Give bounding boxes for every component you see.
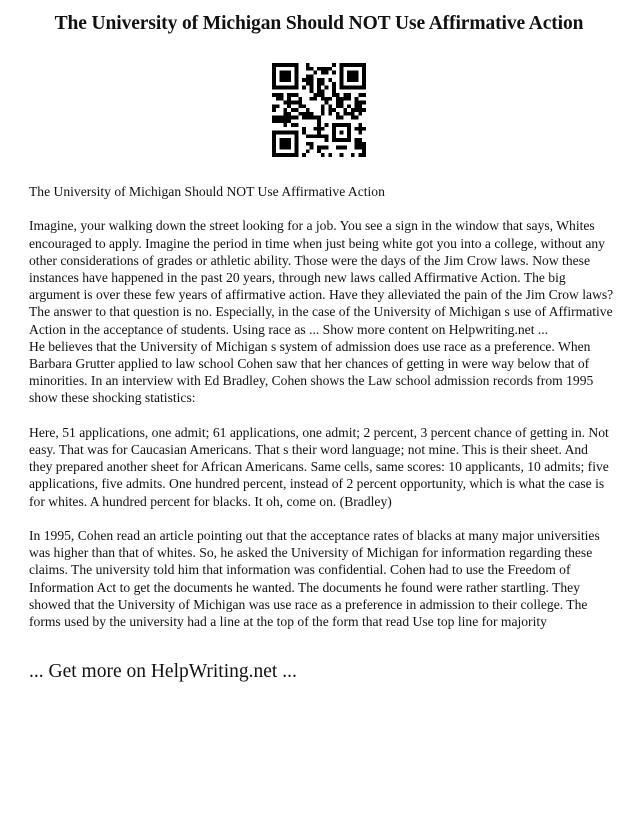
document-body [29,183,614,630]
paragraph-3: Here, 51 applications, one admit; 61 applications, one admit; 2 percent, 3 percent chance of getting in. Not easy. That was for Caucasian Americans. That s their word language; not mine. This is their sheet. And they prepared another sheet for African Americans. Same cells, same scores: 10 applicants, 10 admits; five applications, five admits. One hundred percent, instead of 2 percent opportunity, which is what the case is for whites. A hundred percent for blacks. It oh, come on. (Bradley) [29,424,609,509]
paragraph-2: He believes that the University of Michigan s system of admission does use race as a preference. When Barbara Grutter applied to law school Cohen saw that her chances of getting in were way below that of minorities. In an interview with Ed Bradley, Cohen shows the Law school admission records from 1995 show these shocking statistics: [29,338,594,406]
get-more-link[interactable]: ... Get more on HelpWriting.net ... [29,661,297,682]
document-subtitle: The University of Michigan Should NOT Use Affirmative Action [29,184,385,199]
paragraph-4: In 1995, Cohen read an article pointing out that the acceptance rates of blacks at many major universities was higher than that of whites. So, he asked the University of Michigan for information regarding these claims. The university told him that information was confidential. Cohen had to use the Freedom of Information Act to get the documents he wanted. The documents he found were rather startling. They showed that the University of Michigan was use race as a preference in admission to their college. The forms used by the university had a line at the top of the form that read Use top line for majority [29,528,600,630]
qr-code [272,63,366,157]
paragraph-1: Imagine, your walking down the street looking for a job. You see a sign in the window that says, Whites encouraged to apply. Imagine the period in time when just being white got you into a college, without any other considerations of grades or athletic ability. Those were the days of the Jim Crow laws. Now these instances have happened in the past 20 years, through new laws called Affirmative Action. The big argument is over these few years of affirmative action. Have they alleviated the pain of the Jim Crow laws? The answer to that question is no. Especially, in the case of the University of Michigan s use of Affirmative Action in the acceptance of students. Using race as ... Show more content on Helpwriting.net ... [29,218,614,337]
document-title: The University of Michigan Should NOT Use Affirmative Action [54,13,584,34]
